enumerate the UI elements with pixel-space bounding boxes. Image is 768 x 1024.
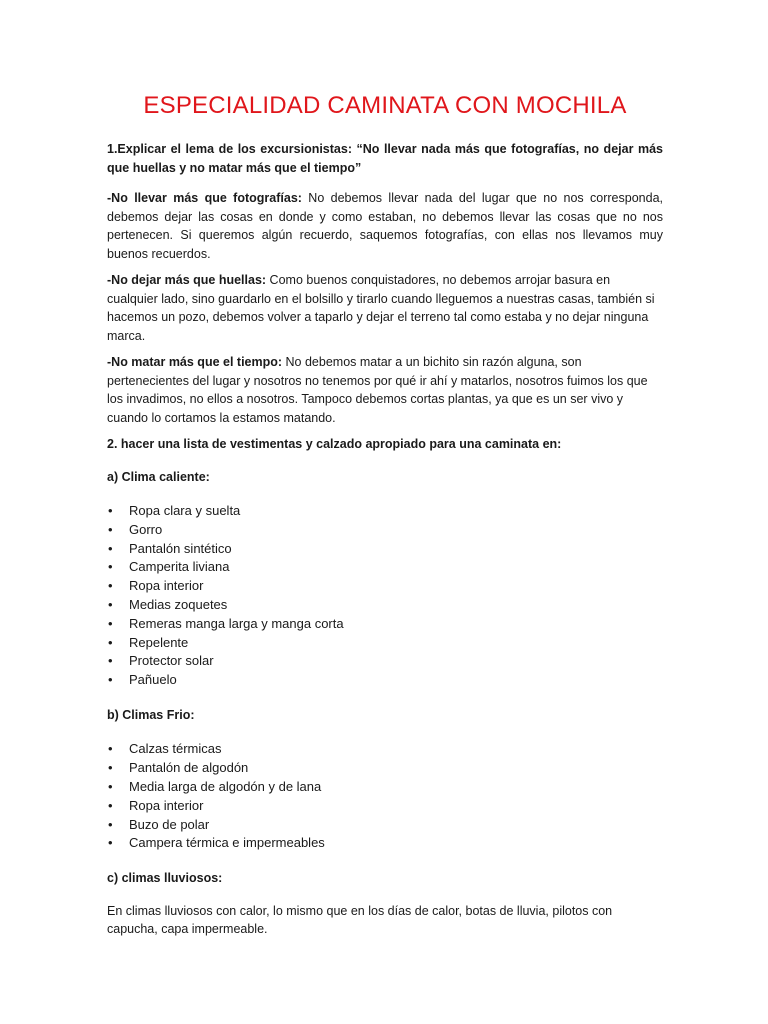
bullet-icon: • [108,596,113,612]
paragraph-lead: -No llevar más que fotografías: [107,191,309,205]
bullet-icon: • [108,559,113,575]
bullet-icon: • [108,760,113,776]
list-item-text: Media larga de algodón y de lana [129,779,322,795]
list-item-text: Campera térmica e impermeables [129,835,325,851]
list-item-text: Ropa interior [129,797,204,813]
list-item [107,740,663,759]
list-item-text: Ropa clara y suelta [129,503,241,518]
paragraph-text: No debemos llevar nada del lugar que no nos corresponda, debemos dejar las cosas en donde y como estaban, no debemos llevar las cosas que no nos pertenecen. Si queremos algún recuerdo, saquemos fotografías, con ellas nos llevamos muy buenos recuerdos. [107,191,663,261]
list-item [107,540,663,559]
list-item [107,652,663,671]
list-item [107,558,663,577]
bullet-icon: • [108,835,113,851]
document-content [107,92,663,939]
list-item [107,816,663,835]
list-item [107,797,663,816]
bullet-icon: • [108,540,113,556]
bullet-icon: • [108,779,113,795]
bullet-icon: • [108,503,113,518]
document-title: ESPECIALIDAD CAMINATA CON MOCHILA [143,92,627,119]
list-item-text: Buzo de polar [129,816,210,832]
list-item [107,671,663,690]
paragraph-huellas [107,271,663,345]
paragraph-text: Como buenos conquistadores, no debemos arrojar basura en cualquier lado, sino guardarlo en el bolsillo y tirarlo cuando lleguemos a nuestras casas, también si hacemos un pozo, debemos volver a taparlo y dejar el terreno tal como estaba y no dejar ninguna marca. [107,273,655,343]
paragraph-text: No debemos matar a un bichito sin razón alguna, son pertenecientes del lugar y nosotros no tenemos por qué ir ahí y matarlos, nosotros fuimos los que los invadimos, no ellos a nosotros. Tampoco debemos cortas plantas, ya que es un ser vivo y cuando lo cortamos la estamos matando. [107,355,648,425]
paragraph-tiempo [107,353,663,427]
list-item-text: Calzas térmicas [129,741,222,757]
list-item [107,577,663,596]
list-item [107,634,663,653]
list-item-text: Gorro [129,521,163,537]
bullet-icon: • [108,797,113,813]
bullet-icon: • [108,672,113,688]
list-item-text: Ropa interior [129,578,204,594]
list-item-text: Pañuelo [129,672,177,688]
list-item-text: Repelente [129,634,189,650]
list-item-text: Pantalón de algodón [129,760,249,776]
heading-clima-caliente: a) Clima caliente: [107,469,210,484]
paragraph-lead: -No dejar más que huellas: [107,273,270,287]
list-item [107,759,663,778]
list-clima-caliente [107,502,663,690]
list-item-text: Remeras manga larga y manga corta [129,615,344,631]
bullet-icon: • [108,521,113,537]
bullet-icon: • [108,816,113,832]
list-item [107,615,663,634]
heading-climas-lluviosos: c) climas lluviosos: [107,871,223,886]
paragraph-lluviosos: En climas lluviosos con calor, lo mismo que en los días de calor, botas de lluvia, pilotos con capucha, capa impermeable. [107,903,613,937]
list-item [107,521,663,540]
list-item [107,596,663,615]
bullet-icon: • [108,578,113,594]
list-item-text: Protector solar [129,653,214,669]
bullet-icon: • [108,634,113,650]
bullet-icon: • [108,653,113,669]
list-item-text: Pantalón sintético [129,540,232,556]
list-item [107,834,663,853]
paragraph-fotografias [107,189,663,263]
question-2: 2. hacer una lista de vestimentas y calzado apropiado para una caminata en: [107,437,562,451]
bullet-icon: • [108,615,113,631]
list-item [107,502,663,521]
list-item-text: Medias zoquetes [129,596,228,612]
question-1: 1.Explicar el lema de los excursionistas: “No llevar nada más que fotografías, no dejar más que huellas y no matar más que el tiempo” [107,142,663,175]
list-item [107,778,663,797]
paragraph-lead: -No matar más que el tiempo: [107,355,286,369]
heading-climas-frio: b) Climas Frio: [107,707,195,722]
bullet-icon: • [108,741,113,757]
list-climas-frio [107,740,663,853]
list-item-text: Camperita liviana [129,559,230,575]
